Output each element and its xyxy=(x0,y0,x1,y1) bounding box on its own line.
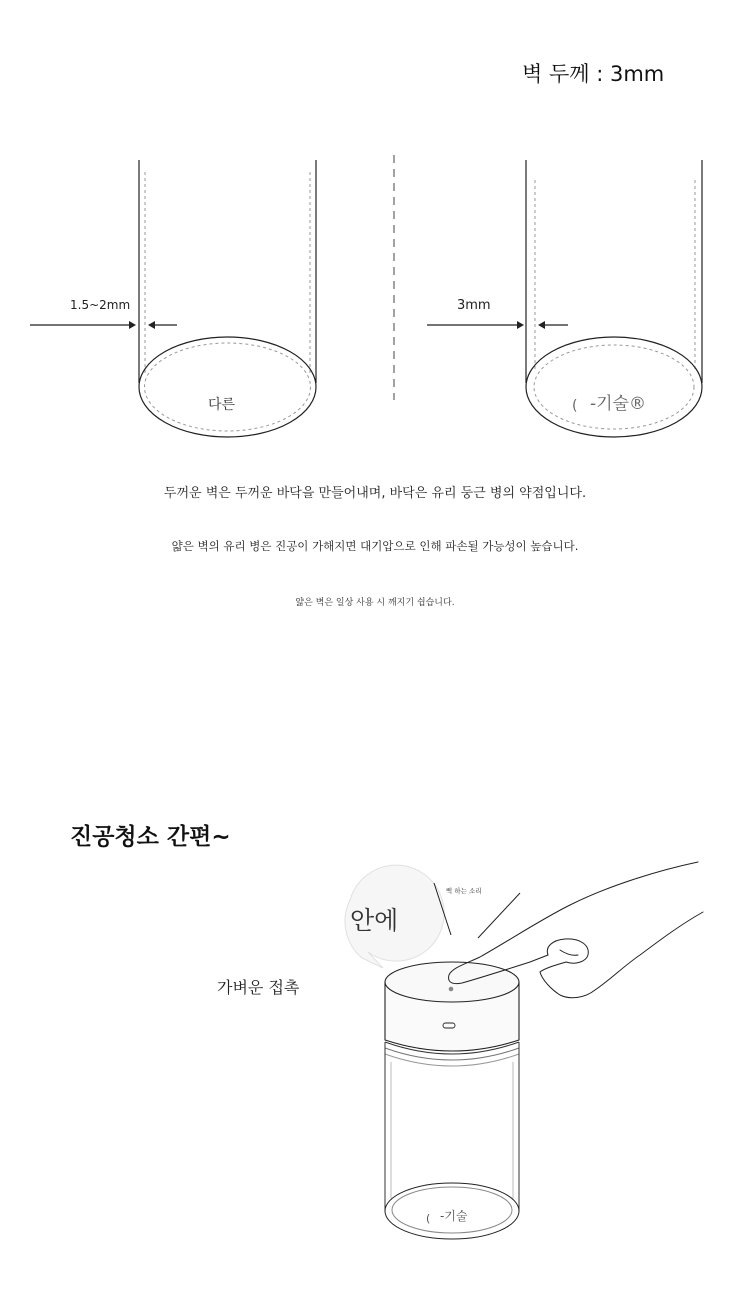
left-bottom-label: 다른 xyxy=(208,397,236,413)
light-touch-label: 가벼운 접촉 xyxy=(217,978,300,997)
right-arrow2-head xyxy=(538,321,545,329)
right-dimension-label: 3mm xyxy=(457,298,491,313)
description-line-2: 얇은 벽의 유리 병은 진공이 가해지면 대기압으로 인해 파손될 가능성이 높습니다. xyxy=(171,539,579,553)
jar-lid xyxy=(385,962,519,1051)
vacuum-button-icon xyxy=(449,987,454,992)
right-inner-bottom-ellipse xyxy=(534,345,694,429)
right-arrow-head xyxy=(517,321,524,329)
sound-label: 삑 하는 소리 xyxy=(446,887,482,895)
vacuum-section-title: 진공청소 간편~ xyxy=(70,824,231,850)
left-outer-bottom-ellipse xyxy=(139,337,316,437)
left-arrow2-head xyxy=(148,321,155,329)
left-dimension-label: 1.5~2mm xyxy=(70,298,131,312)
right-outer-bottom-ellipse xyxy=(526,337,702,437)
right-logo-glyph: ( xyxy=(572,398,578,414)
right-bottom-label: -기술® xyxy=(590,394,646,414)
left-arrow-head xyxy=(129,321,136,329)
jar-label: -기술 xyxy=(440,1209,468,1223)
jar-logo-glyph: ( xyxy=(426,1212,431,1225)
wall-thickness-title: 벽 두께 : 3mm xyxy=(522,62,665,86)
description-line-3: 얇은 벽은 일상 사용 시 깨지기 쉽습니다. xyxy=(295,598,455,608)
description-line-1: 두꺼운 벽은 두꺼운 바닥을 만들어내며, 바닥은 유리 둥근 병의 약점입니다. xyxy=(163,486,587,501)
bubble-text: 안에 xyxy=(350,906,399,935)
left-inner-bottom-ellipse xyxy=(145,343,311,431)
